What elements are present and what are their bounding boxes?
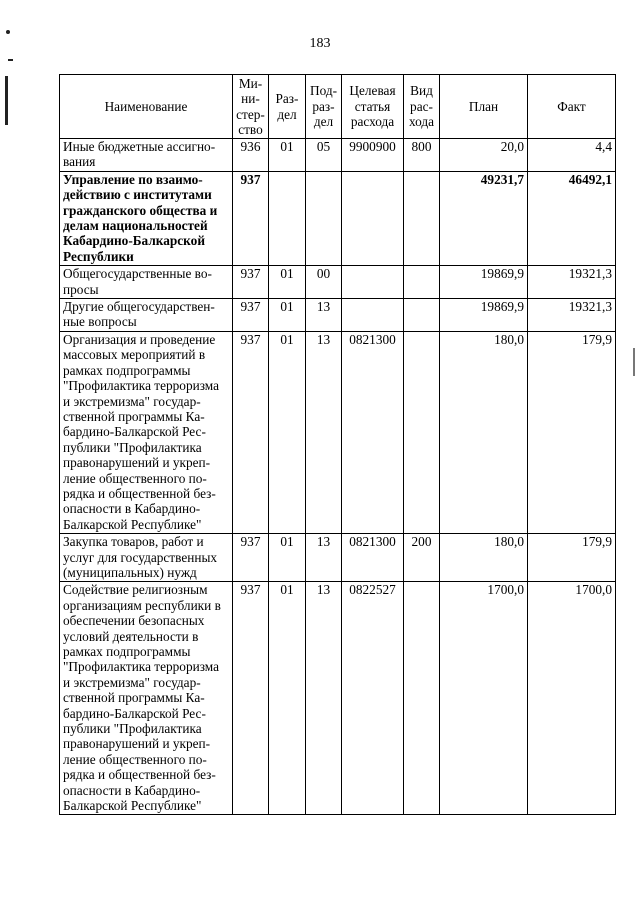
budget-table <box>59 74 616 815</box>
cell-section: 01 <box>269 331 306 533</box>
cell-expense-type <box>404 266 440 299</box>
cell-section: 01 <box>269 299 306 332</box>
cell-fact: 19321,3 <box>528 266 616 299</box>
table-row <box>60 171 616 265</box>
table-row <box>60 331 616 533</box>
cell-fact: 1700,0 <box>528 582 616 815</box>
cell-name: Организация и проведение массовых мероприятий в рамках подпрограммы "Профилактика терроризма и экстремизма" государ- ственной программы Ка- бардино-Балкарской Рес- публики "Профилактика правонарушений и укреп- ление общественного по- рядка и общественной без- опасности в Кабардино- Балкарской Республике" <box>60 331 233 533</box>
scan-mark <box>633 348 635 376</box>
cell-target <box>342 266 404 299</box>
table-row <box>60 534 616 582</box>
cell-subsection: 13 <box>306 331 342 533</box>
cell-plan: 180,0 <box>440 534 528 582</box>
cell-plan: 180,0 <box>440 331 528 533</box>
table-row <box>60 266 616 299</box>
scan-mark <box>5 76 8 125</box>
cell-ministry: 937 <box>233 299 269 332</box>
cell-name: Управление по взаимо- действию с институтами гражданского общества и делам национальностей Кабардино-Балкарской Республики <box>60 171 233 265</box>
page-number: 183 <box>309 36 331 51</box>
cell-expense-type: 800 <box>404 139 440 172</box>
cell-ministry: 937 <box>233 534 269 582</box>
cell-target <box>342 171 404 265</box>
table-row <box>60 139 616 172</box>
cell-fact: 179,9 <box>528 534 616 582</box>
scan-mark <box>6 30 10 34</box>
cell-fact: 179,9 <box>528 331 616 533</box>
cell-name: Содействие религиозным организациям республики в обеспечении безопасных условий деятельности в рамках подпрограммы "Профилактика терроризма и экстремизма" государ- ственной программы Ка- бардино-Балкарской Рес- публики "Профилактика правонарушений и укреп- ление общественного по- рядка и общественной без- опасности в Кабардино- Балкарской Республике" <box>60 582 233 815</box>
header-target: Целевая статья расхода <box>342 75 404 139</box>
cell-target: 0821300 <box>342 534 404 582</box>
cell-name: Закупка товаров, работ и услуг для государственных (муниципальных) нужд <box>60 534 233 582</box>
cell-subsection: 13 <box>306 582 342 815</box>
header-expense-type: Вид рас- хода <box>404 75 440 139</box>
table-header-row <box>60 75 616 139</box>
cell-ministry: 936 <box>233 139 269 172</box>
cell-ministry: 937 <box>233 171 269 265</box>
cell-plan: 20,0 <box>440 139 528 172</box>
table-row <box>60 299 616 332</box>
cell-plan: 1700,0 <box>440 582 528 815</box>
cell-fact: 46492,1 <box>528 171 616 265</box>
cell-target: 0821300 <box>342 331 404 533</box>
cell-fact: 4,4 <box>528 139 616 172</box>
header-ministry: Ми- ни- стер- ство <box>233 75 269 139</box>
cell-section: 01 <box>269 582 306 815</box>
cell-target <box>342 299 404 332</box>
cell-ministry: 937 <box>233 266 269 299</box>
cell-fact: 19321,3 <box>528 299 616 332</box>
cell-ministry: 937 <box>233 331 269 533</box>
cell-subsection <box>306 171 342 265</box>
cell-section: 01 <box>269 139 306 172</box>
scan-mark <box>8 59 13 61</box>
cell-expense-type <box>404 582 440 815</box>
header-plan: План <box>440 75 528 139</box>
header-subsection: Под- раз- дел <box>306 75 342 139</box>
cell-section <box>269 171 306 265</box>
cell-expense-type: 200 <box>404 534 440 582</box>
cell-target: 9900900 <box>342 139 404 172</box>
cell-plan: 19869,9 <box>440 299 528 332</box>
cell-expense-type <box>404 171 440 265</box>
cell-plan: 49231,7 <box>440 171 528 265</box>
cell-name: Общегосударственные во- просы <box>60 266 233 299</box>
cell-name: Другие общегосударствен- ные вопросы <box>60 299 233 332</box>
cell-subsection: 13 <box>306 299 342 332</box>
cell-subsection: 13 <box>306 534 342 582</box>
header-fact: Факт <box>528 75 616 139</box>
cell-name: Иные бюджетные ассигно- вания <box>60 139 233 172</box>
cell-ministry: 937 <box>233 582 269 815</box>
header-section: Раз- дел <box>269 75 306 139</box>
cell-expense-type <box>404 331 440 533</box>
header-name: Наименование <box>60 75 233 139</box>
cell-subsection: 05 <box>306 139 342 172</box>
table-row <box>60 582 616 815</box>
cell-target: 0822527 <box>342 582 404 815</box>
cell-plan: 19869,9 <box>440 266 528 299</box>
cell-section: 01 <box>269 266 306 299</box>
cell-section: 01 <box>269 534 306 582</box>
cell-expense-type <box>404 299 440 332</box>
cell-subsection: 00 <box>306 266 342 299</box>
